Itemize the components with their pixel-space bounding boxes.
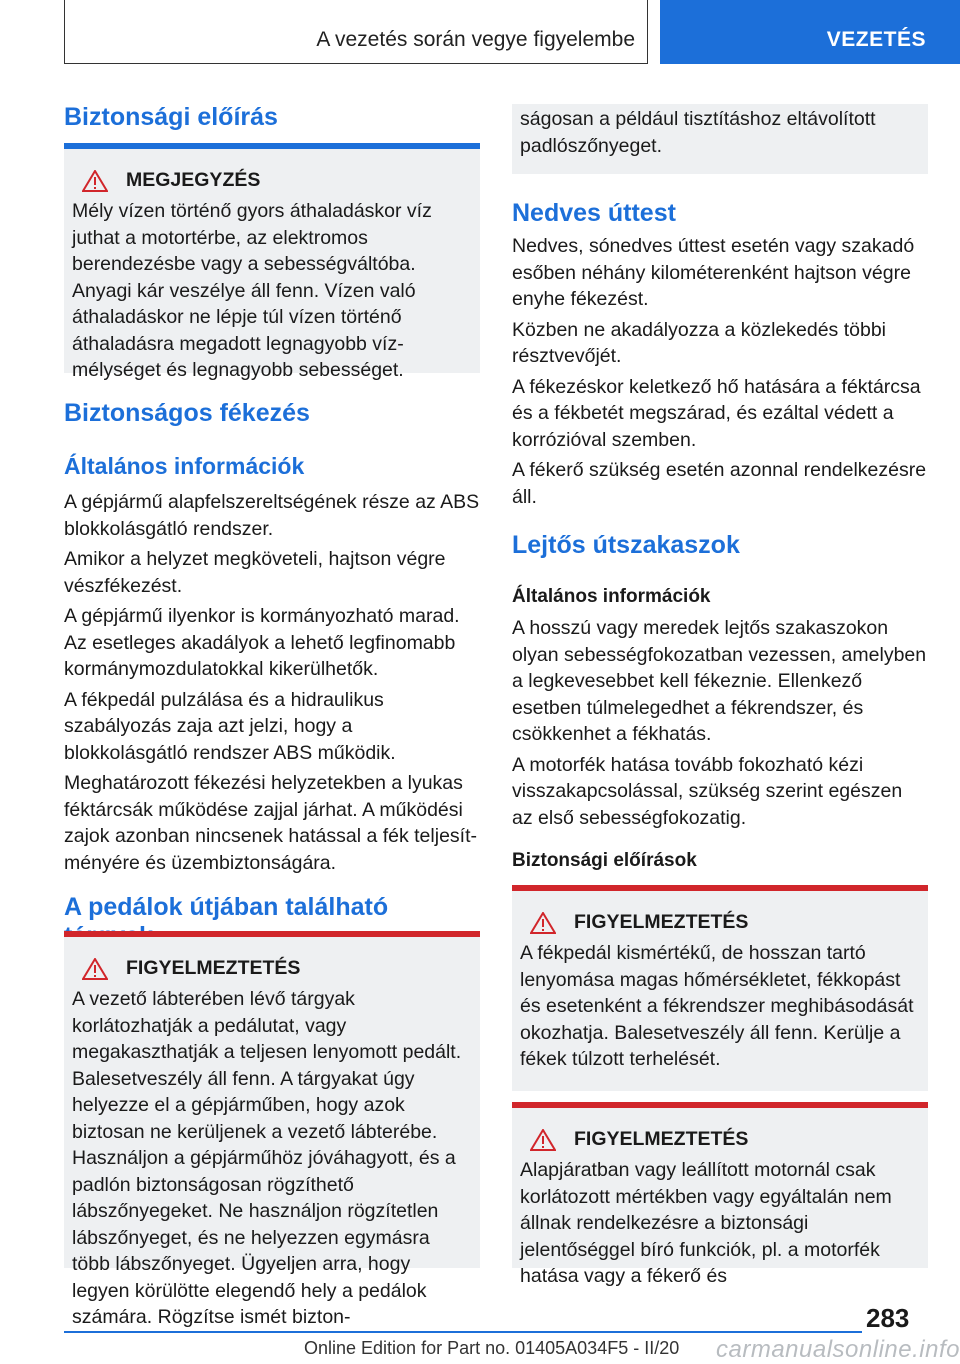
paragraph: A fékpedál pulzálása és a hidraulikus szabályozás zaja azt jelzi, hogy a blokkolásgátló rendszer ABS működik. bbox=[64, 688, 396, 764]
paragraph: A fékerő szükség esetén azonnal rendelkezésre áll. bbox=[512, 459, 927, 508]
heading-nedves-uttest: Nedves úttest bbox=[512, 199, 676, 227]
warning-box bbox=[512, 885, 928, 1091]
chapter-title: VEZETÉS bbox=[826, 28, 926, 51]
paragraph: Meghatározott fékezési helyzetekben a lyukas féktárcsák működése zajjal járhat. A működési zajok azonban nincsenek hatással a fék teljesítményére és üzembiztonságára. bbox=[64, 772, 478, 874]
warning-title bbox=[520, 1128, 918, 1151]
footer-rule bbox=[64, 1331, 862, 1333]
warning-triangle-icon bbox=[82, 170, 108, 192]
warning-label: FIGYELMEZTETÉS bbox=[126, 957, 301, 979]
warning-triangle-icon bbox=[530, 912, 556, 934]
paragraph: Közben ne akadályozza a közlekedés többi résztvevőjét. bbox=[512, 318, 887, 367]
edition-text: Online Edition for Part no. 01405A034F5 - II/20 bbox=[304, 1338, 680, 1358]
paragraph: A hosszú vagy meredek lejtős szakaszokon olyan sebességfokozatban vezessen, amelyben a legkevesebbet kell fékeznie. Ellenkező esetben túlmelegedhet a fékrendszer, és csökkenhet a fékhatás. bbox=[512, 617, 927, 745]
heading-biztonsagi-eloiras: Biztonsági előírás bbox=[64, 103, 278, 131]
heading-biztonsagi-eloirasok: Biztonsági előírások bbox=[512, 850, 697, 871]
paragraph: Nedves, sónedves úttest esetén vagy szakadó esőben néhány kilométerenként hajtson végre enyhe fékezést. bbox=[512, 235, 915, 310]
heading-biztonsagos-fekezes: Biztonságos fékezés bbox=[64, 399, 310, 427]
chapter-tab bbox=[660, 0, 960, 64]
warning-label: FIGYELMEZTETÉS bbox=[574, 911, 749, 933]
warning-box bbox=[64, 931, 480, 1328]
heading-lejtos-utszakaszok: Lejtős útszakaszok bbox=[512, 531, 740, 559]
paragraph: A gépjármű ilyenkor is kormányozható marad. Az esetleges akadályok a lehető legfinomabb kormánymozdulatokkal kikerülhetők. bbox=[64, 605, 460, 680]
note-text: Mély vízen történő gyors áthaladáskor víz juthat a motortérbe, az elektromos berendezésbe vagy a sebességváltóba. Anyagi kár veszélye áll fenn. Vízen való áthaladáskor ne lépje túl vízen történő áthaladásra megadott legnagyobb vízmélységet és legnagyobb sebességet. bbox=[72, 200, 432, 381]
warning-continuation bbox=[512, 104, 928, 174]
paragraph: A fékezéskor keletkező hő hatására a féktárcsa és a fékbetét megszárad, és ezáltal védett a korrózióval szemben. bbox=[512, 375, 921, 451]
heading-pedalok: A pedálok útjában található bbox=[64, 893, 389, 921]
warning-text: A vezető lábterében lévő tárgyak korlátozhatják a pedálutat, vagy megakaszthatják a teljesen lenyomott pedált. Balesetveszély áll fenn. A tárgyakat úgy helyezze el a gépjárműben, hogy azok biztosan ne kerüljenek a vezető lábterébe. Használjon a gépjárműhöz jóváhagyott, és a padlón biztonságosan rögzíthető lábszőnyegeket. Ne használjon rögzítetlen lábszőnyeget, és ne helyezzen egymásra több lábszőnyeget. Ügyeljen arra, hogy legyen körülötte elegendő hely a pedálok számára. Rögzítse ismét bizton- bbox=[72, 988, 462, 1328]
paragraph: Amikor a helyzet megköveteli, hajtson végre vészfékezést. bbox=[64, 548, 446, 597]
running-header bbox=[64, 0, 648, 64]
note-box bbox=[64, 143, 480, 381]
body-text bbox=[64, 489, 480, 880]
body-text bbox=[512, 233, 928, 514]
watermark: carmanualsonline.info bbox=[716, 1336, 960, 1363]
warning-box bbox=[512, 1102, 928, 1287]
paragraph: A motorfék hatása tovább fokozható kézi visszakapcsolással, szükség szerint egészen az első sebességfokozatig. bbox=[512, 753, 903, 829]
heading-altalanos-informaciok: Általános információk bbox=[512, 586, 711, 607]
warning-label: FIGYELMEZTETÉS bbox=[574, 1128, 749, 1150]
warning-title bbox=[520, 911, 918, 934]
body-text bbox=[512, 615, 928, 835]
note-title bbox=[72, 169, 470, 192]
warning-title bbox=[72, 957, 470, 980]
note-label: MEGJEGYZÉS bbox=[126, 169, 261, 191]
section-title: A vezetés során vegye figyelembe bbox=[316, 28, 635, 51]
warning-triangle-icon bbox=[530, 1129, 556, 1151]
heading-altalanos-informaciok: Általános információk bbox=[64, 453, 305, 479]
warning-text: Alapjáratban vagy leállított motornál csak korlátozott mértékben vagy egyáltalán nem állnak rendelkezésre a biztonsági jelentőséggel bíró funkciók, pl. a motorfék hatása vagy a fékerő és bbox=[520, 1159, 892, 1287]
warning-text: A fékpedál kismértékű, de hosszan tartó lenyomása magas hőmérsékletet, fékkopást és esetenként a fékrendszer meghibásodását okozhatja. Balesetveszély áll fenn. Kerülje a fékek túlzott terhelését. bbox=[520, 942, 914, 1070]
warning-triangle-icon bbox=[82, 958, 108, 980]
warning-text: ságosan a például tisztításhoz eltávolított padlószőnyeget. bbox=[520, 108, 876, 157]
page-number: 283 bbox=[866, 1303, 910, 1333]
paragraph: A gépjármű alapfelszereltségének része az ABS blokkolásgátló rendszer. bbox=[64, 491, 480, 540]
